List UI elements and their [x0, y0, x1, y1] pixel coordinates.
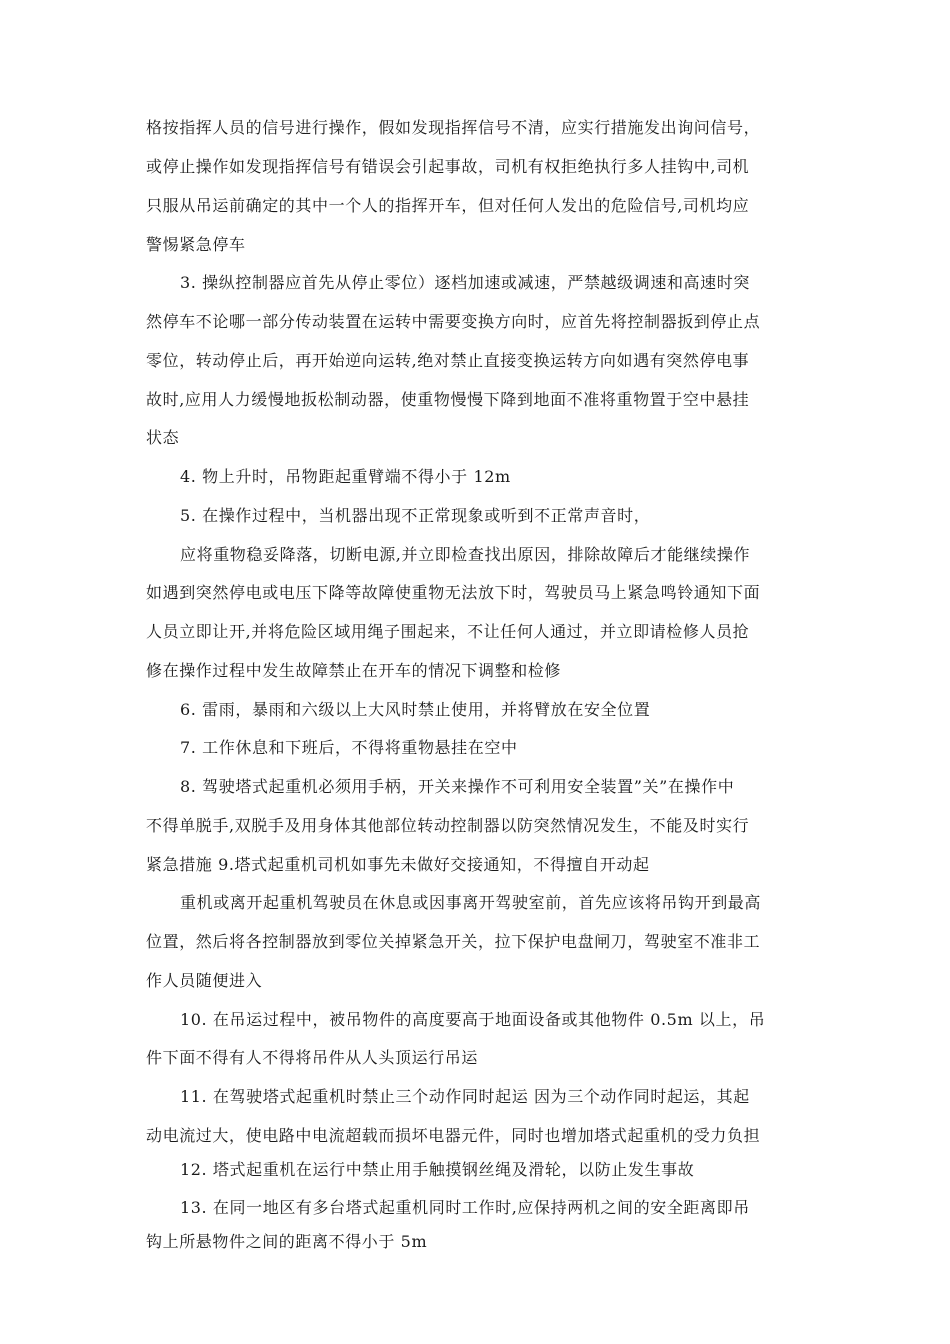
paragraph-line: 10. 在吊运过程中，被吊物件的高度要高于地面设备或其他物件 0.5m 以上，吊: [180, 1010, 766, 1029]
paragraph-line: 只服从吊运前确定的其中一个人的指挥开车，但对任何人发出的危险信号,司机均应: [146, 196, 750, 215]
paragraph-line: 紧急措施 9.塔式起重机司机如事先未做好交接通知，不得擅自开动起: [146, 855, 650, 874]
paragraph-line: 位置，然后将各控制器放到零位关掉紧急开关，拉下保护电盘闸刀，驾驶室不准非工: [146, 932, 761, 951]
paragraph-line: 8. 驾驶塔式起重机必须用手柄，开关来操作不可利用安全装置”关”在操作中: [180, 777, 735, 796]
paragraph-line: 4. 物上升时，吊物距起重臂端不得小于 12m: [180, 467, 511, 486]
paragraph-line: 然停车不论哪一部分传动装置在运转中需要变换方向时，应首先将控制器扳到停止点: [146, 312, 761, 331]
paragraph-line: 人员立即让开,并将危险区域用绳子围起来，不让任何人通过，并立即请检修人员抢: [146, 622, 750, 641]
paragraph-line: 12. 塔式起重机在运行中禁止用手触摸钢丝绳及滑轮，以防止发生事故: [180, 1160, 695, 1179]
paragraph-line: 或停止操作如发现指挥信号有错误会引起事故，司机有权拒绝执行多人挂钩中,司机: [146, 157, 750, 176]
paragraph-line: 重机或离开起重机驾驶员在休息或因事离开驾驶室前，首先应该将吊钩开到最高: [180, 893, 762, 912]
paragraph-line: 应将重物稳妥降落，切断电源,并立即检查找出原因，排除故障后才能继续操作: [180, 545, 751, 564]
paragraph-line: 修在操作过程中发生故障禁止在开车的情况下调整和检修: [146, 661, 562, 680]
paragraph-line: 作人员随便进入: [146, 971, 263, 990]
paragraph-line: 动电流过大，使电路中电流超载而损坏电器元件，同时也增加塔式起重机的受力负担: [146, 1126, 761, 1145]
paragraph-line: 7. 工作休息和下班后，不得将重物悬挂在空中: [180, 738, 518, 757]
paragraph-line: 警惕紧急停车: [146, 235, 246, 254]
paragraph-line: 故时,应用人力缓慢地扳松制动器，使重物慢慢下降到地面不准将重物置于空中悬挂: [146, 390, 750, 409]
paragraph-line: 零位，转动停止后，再开始逆向运转,绝对禁止直接变换运转方向如遇有突然停电事: [146, 351, 750, 370]
paragraph-line: 钩上所悬物件之间的距离不得小于 5m: [146, 1232, 428, 1251]
paragraph-line: 件下面不得有人不得将吊件从人头顶运行吊运: [146, 1048, 479, 1067]
paragraph-line: 3. 操纵控制器应首先从停止零位）逐档加速或减速，严禁越级调速和高速时突: [180, 273, 750, 292]
paragraph-line: 不得单脱手,双脱手及用身体其他部位转动控制器以防突然情况发生，不能及时实行: [146, 816, 750, 835]
paragraph-line: 13. 在同一地区有多台塔式起重机同时工作时,应保持两机之间的安全距离即吊: [180, 1198, 750, 1217]
paragraph-line: 5. 在操作过程中，当机器出现不正常现象或听到不正常声音时，: [180, 506, 651, 525]
paragraph-line: 11. 在驾驶塔式起重机时禁止三个动作同时起运 因为三个动作同时起运，其起: [180, 1087, 750, 1106]
paragraph-line: 6. 雷雨，暴雨和六级以上大风时禁止使用，并将臂放在安全位置: [180, 700, 651, 719]
paragraph-line: 状态: [146, 428, 180, 447]
paragraph-line: 格按指挥人员的信号进行操作，假如发现指挥信号不清，应实行措施发出询问信号，: [146, 118, 761, 137]
paragraph-line: 如遇到突然停电或电压下降等故障使重物无法放下时，驾驶员马上紧急鸣铃通知下面: [146, 583, 761, 602]
